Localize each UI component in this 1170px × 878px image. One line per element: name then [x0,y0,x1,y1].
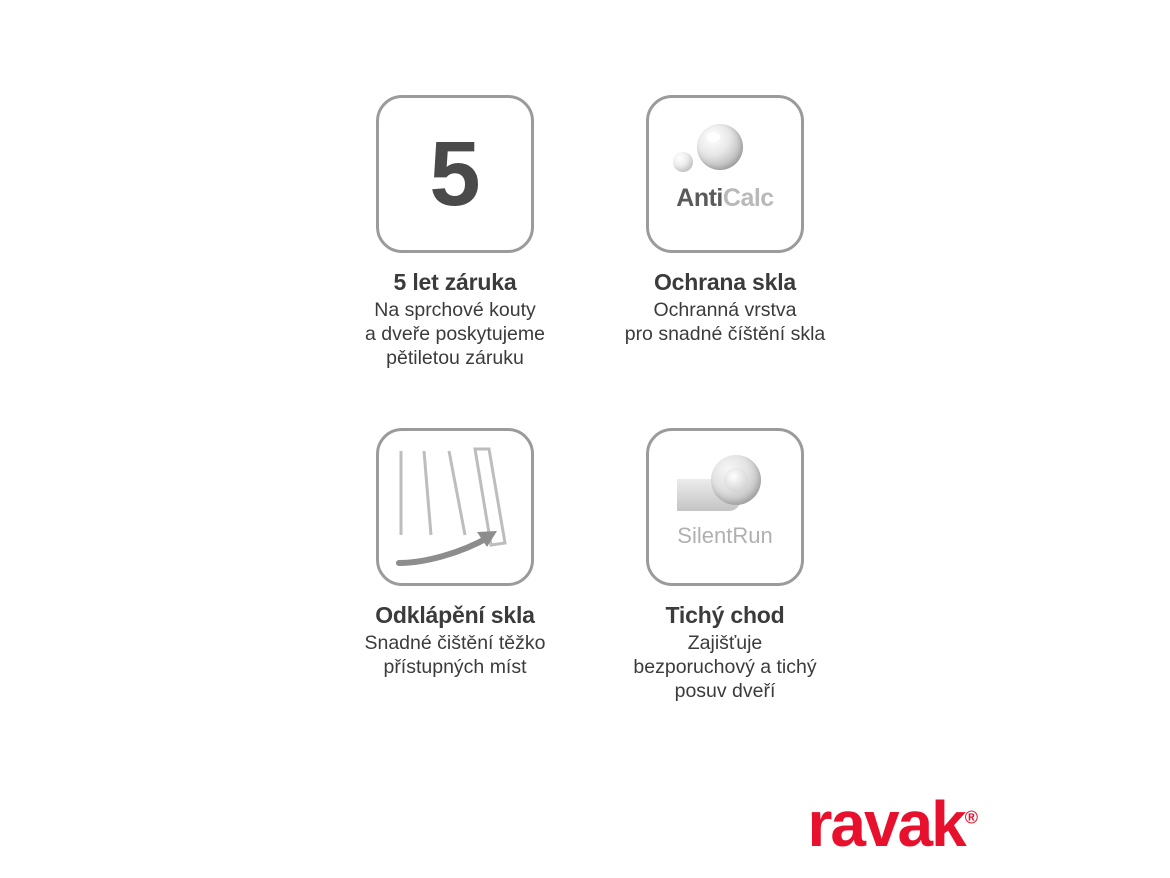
feature-title-silent-run: Tichý chod [665,602,785,628]
ravak-logo-text: ravak [807,788,965,860]
trademark-symbol: ® [964,807,978,828]
feature-description-glass-protection [600,298,850,346]
tilting-glass-icon [379,431,531,583]
anticalc-wordmark-anti: Anti [676,184,723,212]
feature-title-glass-protection: Ochrana skla [653,269,797,295]
feature-description-line: a dveře poskytujeme [365,323,545,345]
feature-icon-tile-glass-protection [646,95,804,253]
feature-description-tilting-glass [330,631,580,679]
number-5-icon: 5 [429,123,481,225]
ravak-logo [807,788,978,860]
feature-description-line: Zajišťuje [687,632,763,654]
feature-title-tilting-glass: Odklápění skla [375,602,535,628]
droplet-large-icon [697,124,743,170]
feature-card-glass-protection [600,95,850,370]
feature-icon-tile-warranty [376,95,534,253]
feature-description-line: pětiletou záruku [386,347,524,369]
feature-description-line: přístupných míst [383,656,527,678]
feature-card-tilting-glass [330,428,580,703]
anticalc-droplet-icon [649,98,801,250]
silentrun-wordmark: SilentRun [677,523,773,548]
silentrun-roller-icon [649,431,801,583]
feature-card-silent-run [600,428,850,703]
roller-wheel-icon [711,455,761,505]
feature-description-line: bezporuchový a tichý [633,656,817,678]
anticalc-wordmark-calc: Calc [722,184,774,212]
feature-description-line: Ochranná vrstva [653,299,797,321]
droplet-small-icon [673,152,693,172]
feature-title-warranty: 5 let záruka [393,269,517,295]
feature-description-line: pro snadné číštění skla [624,323,826,345]
feature-description-line: posuv dveří [674,680,776,702]
feature-description-silent-run [600,631,850,703]
feature-card-warranty [330,95,580,370]
feature-icon-tile-silent-run [646,428,804,586]
feature-description-line: Na sprchové kouty [374,299,536,321]
feature-description-warranty [330,298,580,370]
anticalc-wordmark [649,184,801,213]
feature-description-line: Snadné čištění těžko [364,632,546,654]
feature-grid [330,95,850,703]
feature-icon-tile-tilting-glass [376,428,534,586]
